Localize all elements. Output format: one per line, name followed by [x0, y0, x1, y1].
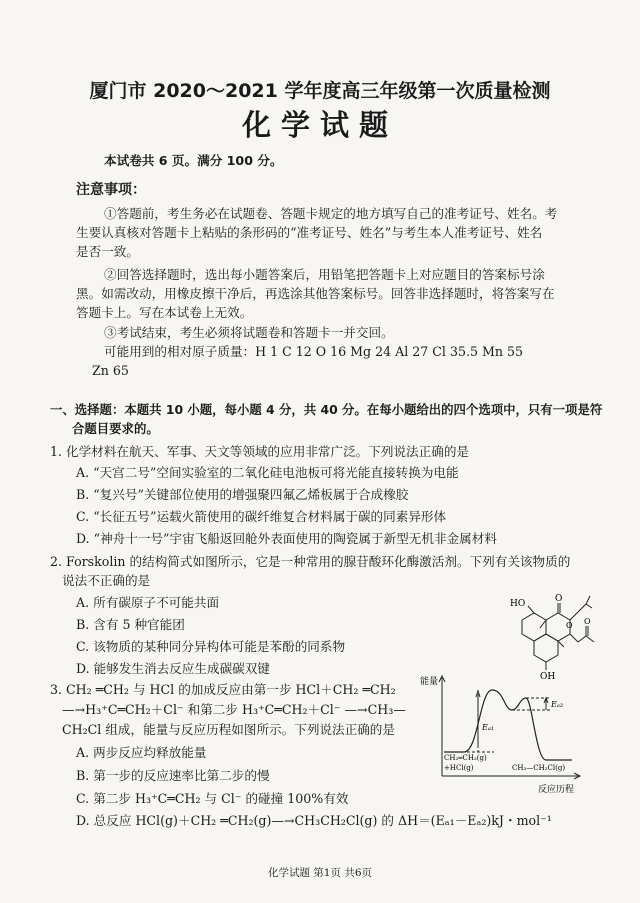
exam-info: 本试卷共 6 页。满分 100 分。 [104, 153, 283, 168]
q3-option-b: B. 第一步的反应速率比第二步的慢 [76, 768, 270, 783]
page-footer: 化学试题 第1页 共6页 [267, 867, 373, 879]
atomic-mass-line: 可能用到的相对原子质量：H 1 C 12 O 16 Mg 24 Al 27 Cl 35.5 Mn 55 [104, 344, 524, 359]
x-axis-label: 反应历程 [538, 785, 575, 795]
y-axis-label: 能量 [420, 677, 439, 687]
section-heading: 合题目要求的。 [72, 421, 159, 436]
q2-option-a: A. 所有碳原子不可能共面 [76, 595, 220, 610]
energy-profile-graph [420, 672, 590, 797]
notice-line: ③考试结束，考生必须将试题卷和答题卡一并交回。 [104, 325, 394, 340]
ea1-label: Eₐ₁ [482, 723, 495, 732]
atomic-mass-line: Zn 65 [92, 363, 129, 378]
section-heading: 一、选择题：本题共 10 小题，每小题 4 分，共 40 分。在每小题给出的四个选项中，只有一项是符 [50, 402, 603, 417]
question-2-stem: 说法不正确的是 [62, 573, 151, 588]
exam-title: 厦门市 2020～2021 学年度高三年级第一次质量检测 [89, 80, 551, 102]
ring-o-label: O [566, 621, 573, 630]
notice-line: ①答题前，考生务必在试题卷、答题卡规定的地方填写自己的准考证号、姓名。考 [104, 206, 558, 221]
forskolin-structure-figure [500, 590, 600, 680]
q2-option-b: B. 含有 5 种官能团 [76, 617, 185, 632]
q2-option-d: D. 能够发生消去反应生成碳碳双键 [76, 661, 270, 676]
ea2-label: Eₐ₂ [551, 700, 564, 709]
subject-title: 化学试题 [241, 108, 398, 142]
reactant-label: +HCl(g) [444, 764, 474, 772]
notice-line: 答题卡上。写在本试卷上无效。 [76, 305, 253, 320]
question-3-stem: 3. CH₂ ═CH₂ 与 HCl 的加成反应由第一步 HCl＋CH₂ ═CH₂ [50, 682, 396, 697]
question-1-stem: 1. 化学材料在航天、军事、天文等领域的应用非常广泛。下列说法正确的是 [50, 444, 470, 459]
q1-option-a: A. “天宫二号”空间实验室的二氧化硅电池板可将光能直接转换为电能 [76, 465, 459, 480]
q3-option-a: A. 两步反应均释放能量 [76, 745, 207, 760]
q1-option-d: D. “神舟十一号”宇宙飞船返回舱外表面使用的陶瓷属于新型无机非金属材料 [76, 531, 497, 546]
notice-line: 黑。如需改动，用橡皮擦干净后，再选涂其他答案标号。回答非选择题时，将答案写在 [76, 286, 555, 301]
q3-option-d: D. 总反应 HCl(g)＋CH₂ ═CH₂(g)—→CH₃CH₂Cl(g) 的 ΔH＝(Eₐ₁－Eₐ₂)kJ・mol⁻¹ [76, 813, 552, 828]
carbonyl-o-label: O [555, 594, 563, 604]
q1-option-b: B. “复兴号”关键部位使用的增强聚四氟乙烯板属于合成橡胶 [76, 487, 409, 502]
reactant-label: CH₂═CH₂(g) [444, 754, 487, 762]
question-2-stem: 2. Forskolin 的结构简式如图所示，它是一种常用的腺苷酸环化酶激活剂。下列有关该物质的 [50, 554, 571, 569]
oh-label: OH [540, 672, 556, 680]
notice-heading: 注意事项： [76, 182, 146, 198]
notice-line: ②回答选择题时，选出每小题答案后，用铅笔把答题卡上对应题目的答案标号涂 [104, 267, 545, 282]
q1-option-c: C. “长征五号”运载火箭使用的碳纤维复合材料属于碳的同素异形体 [76, 509, 447, 524]
notice-line: 生要认真核对答题卡上粘贴的条形码的“准考证号、姓名”与考生本人准考证号、姓名 [76, 225, 543, 240]
q3-option-c: C. 第二步 H₃⁺C═CH₂ 与 Cl⁻ 的碰撞 100%有效 [76, 791, 349, 806]
ho-label: HO [510, 599, 526, 609]
notice-line: 是否一致。 [76, 244, 139, 259]
question-3-stem: —→H₃⁺C═CH₂＋Cl⁻ 和第二步 H₃⁺C═CH₂＋Cl⁻ —→CH₃— [62, 702, 406, 717]
product-label: CH₃—CH₂Cl(g) [512, 764, 566, 772]
question-3-stem: CH₂Cl 组成，能量与反应历程如图所示。下列说法正确的是 [62, 722, 395, 737]
ester-o-label: O [584, 617, 591, 626]
q2-option-c: C. 该物质的某种同分异构体可能是苯酚的同系物 [76, 639, 346, 654]
